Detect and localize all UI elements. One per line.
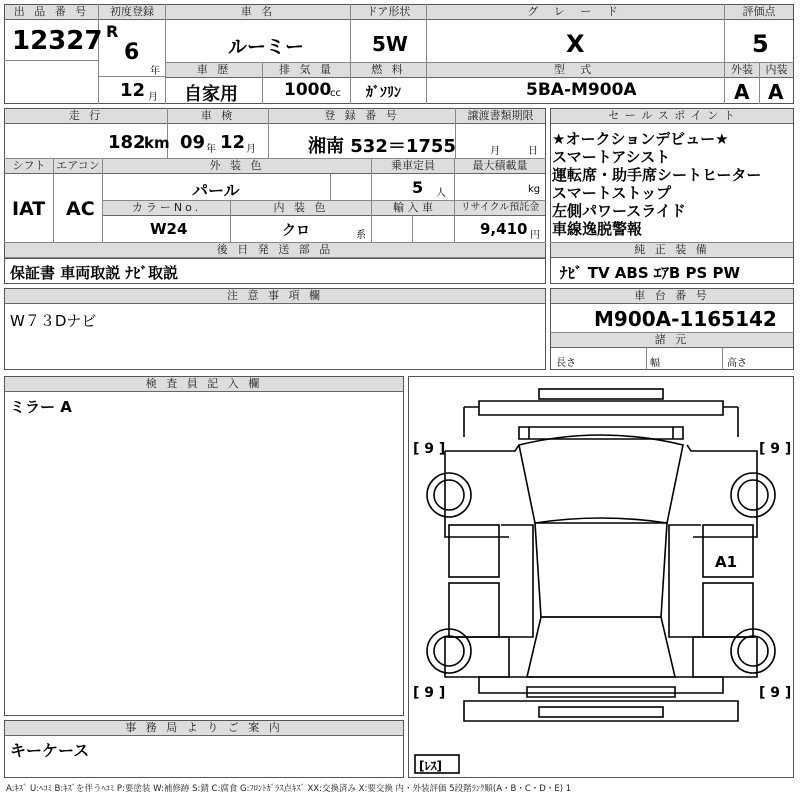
recycle-header: リサイクル預託金 bbox=[455, 201, 545, 216]
equipment: ﾅﾋﾞ TV ABS ｴｱB PS PW bbox=[560, 264, 741, 282]
sales-point: 左側パワースライド bbox=[552, 202, 686, 220]
sales-point: 車線逸脱警報 bbox=[552, 220, 643, 238]
aircon-header: エアコン bbox=[54, 159, 102, 174]
first-reg-header: 初度登録 bbox=[99, 5, 165, 20]
import-header: 輸 入 車 bbox=[372, 201, 454, 216]
sales-point: スマートストップ bbox=[552, 184, 672, 202]
displacement-header: 排 気 量 bbox=[263, 63, 350, 78]
inspection-header: 車 検 bbox=[168, 109, 268, 124]
int-color: クロ bbox=[282, 223, 310, 239]
mileage: 182 bbox=[108, 132, 146, 153]
door: 5W bbox=[372, 32, 408, 56]
sales-points-header: セ ー ル ス ポ イ ン ト bbox=[551, 109, 793, 124]
tire-rr: [ 9 ] bbox=[759, 685, 792, 701]
model: 5BA-M900A bbox=[526, 80, 637, 100]
insp-year: 09 bbox=[180, 132, 206, 153]
max-load-header: 最大積載量 bbox=[455, 159, 545, 174]
capacity-header: 乗車定員 bbox=[372, 159, 454, 174]
int-color-header: 内 装 色 bbox=[231, 201, 371, 216]
door-header: ドア形状 bbox=[351, 5, 426, 20]
interior-header: 内装 bbox=[760, 63, 793, 78]
fuel: ｶﾞｿﾘﾝ bbox=[366, 85, 401, 101]
recycle: 9,410 bbox=[480, 220, 528, 238]
history-header: 車 歴 bbox=[166, 63, 262, 78]
reg-no: 湘南 532＝1755 bbox=[308, 136, 456, 157]
grade-header: グ レ ー ド bbox=[427, 5, 724, 20]
grade: X bbox=[566, 30, 585, 58]
width-label: 幅 bbox=[650, 358, 660, 369]
transfer-month: 月 bbox=[490, 146, 500, 157]
sales-point: スマートアシスト bbox=[552, 148, 671, 166]
aircon: AC bbox=[66, 198, 95, 220]
fuel-header: 燃 料 bbox=[351, 63, 426, 78]
history: 自家用 bbox=[184, 84, 238, 105]
max-load-unit: kg bbox=[528, 184, 541, 195]
post-parts-frame bbox=[4, 258, 546, 284]
insp-year-unit: 年 bbox=[206, 144, 216, 155]
sales-points-list bbox=[552, 130, 761, 238]
transfer-day: 日 bbox=[528, 146, 538, 157]
middle-section bbox=[4, 108, 546, 258]
post-parts-header: 後 日 発 送 部 品 bbox=[5, 243, 545, 258]
score-header: 評価点 bbox=[725, 5, 793, 20]
capacity-unit: 人 bbox=[436, 188, 446, 199]
shift: IAT bbox=[12, 198, 46, 220]
mileage-header: 走 行 bbox=[5, 109, 167, 124]
ext-color: パール bbox=[192, 181, 240, 200]
equipment-header: 純 正 装 備 bbox=[551, 243, 793, 258]
reg-month: 12 bbox=[120, 80, 146, 101]
tire-rl: [ 9 ] bbox=[413, 685, 446, 701]
era: R bbox=[106, 22, 119, 41]
reg-year-unit: 年 bbox=[150, 66, 160, 77]
length-label: 長さ bbox=[556, 358, 576, 369]
damage-mark-a1: A1 bbox=[715, 553, 738, 571]
tire-fl: [ 9 ] bbox=[413, 441, 446, 457]
color-no-header: カラーNo. bbox=[103, 201, 230, 216]
notes-header: 注 意 事 項 欄 bbox=[5, 289, 545, 304]
sales-point: 運転席・助手席シートヒーター bbox=[552, 166, 762, 184]
specs-header: 諸 元 bbox=[551, 333, 793, 348]
office-header: 事 務 局 よ り ご 案 内 bbox=[5, 721, 403, 736]
reg-no-header: 登 録 番 号 bbox=[269, 109, 455, 124]
tire-fr: [ 9 ] bbox=[759, 441, 792, 457]
lot-no-header: 出 品 番 号 bbox=[5, 5, 98, 20]
inspector-notes: ミラー A bbox=[10, 398, 72, 416]
interior-grade: A bbox=[768, 80, 784, 104]
int-color-unit: 系 bbox=[356, 230, 366, 241]
car-outline-diagram bbox=[409, 377, 793, 777]
mileage-unit: km bbox=[144, 134, 170, 152]
insp-month: 12 bbox=[220, 132, 246, 153]
capacity: 5 bbox=[412, 178, 424, 197]
notes: W７３Dナビ bbox=[10, 312, 97, 330]
reg-year: 6 bbox=[124, 40, 140, 65]
exterior-header: 外装 bbox=[725, 63, 759, 78]
spare-tire: [ﾚｽ] bbox=[419, 759, 442, 773]
color-no: W24 bbox=[150, 220, 188, 238]
model-header: 型 式 bbox=[427, 63, 724, 78]
height-label: 高さ bbox=[727, 358, 747, 369]
score: 5 bbox=[752, 30, 769, 58]
ext-color-header: 外 装 色 bbox=[103, 159, 371, 174]
reg-month-unit: 月 bbox=[148, 92, 158, 103]
displacement: 1000 bbox=[284, 80, 332, 100]
shift-header: シフト bbox=[5, 159, 53, 174]
chassis-header: 車 台 番 号 bbox=[551, 289, 793, 304]
insp-month-unit: 月 bbox=[246, 144, 256, 155]
car-name-header: 車 名 bbox=[166, 5, 350, 20]
damage-legend: A:ｷｽﾞ U:ﾍｺﾐ B:ｷｽﾞを伴うﾍｺﾐ P:要塗装 W:補修跡 S:錆 C:腐食 G:ﾌﾛﾝﾄｶﾞﾗｽ点ｷｽﾞ XX:交換済み X:要交換 内・外装評価 5段階ﾗﾝｸ順(A・B・C・D・E) 1 bbox=[6, 784, 572, 794]
damage-diagram bbox=[408, 376, 794, 778]
chassis-no: M900A-1165142 bbox=[594, 307, 777, 331]
exterior-grade: A bbox=[734, 80, 750, 104]
lot-no: 12327 bbox=[12, 26, 103, 56]
inspector-box bbox=[4, 376, 404, 716]
inspector-header: 検 査 員 記 入 欄 bbox=[5, 377, 403, 392]
post-parts: 保証書 車両取説 ﾅﾋﾞ取説 bbox=[10, 264, 178, 282]
car-name: ルーミー bbox=[228, 36, 305, 58]
displacement-unit: cc bbox=[330, 88, 341, 99]
office-notes: キーケース bbox=[10, 741, 90, 760]
transfer-header: 譲渡書類期限 bbox=[456, 109, 545, 124]
recycle-unit: 円 bbox=[530, 230, 540, 241]
sales-point: ★オークションデビュー★ bbox=[552, 130, 729, 148]
